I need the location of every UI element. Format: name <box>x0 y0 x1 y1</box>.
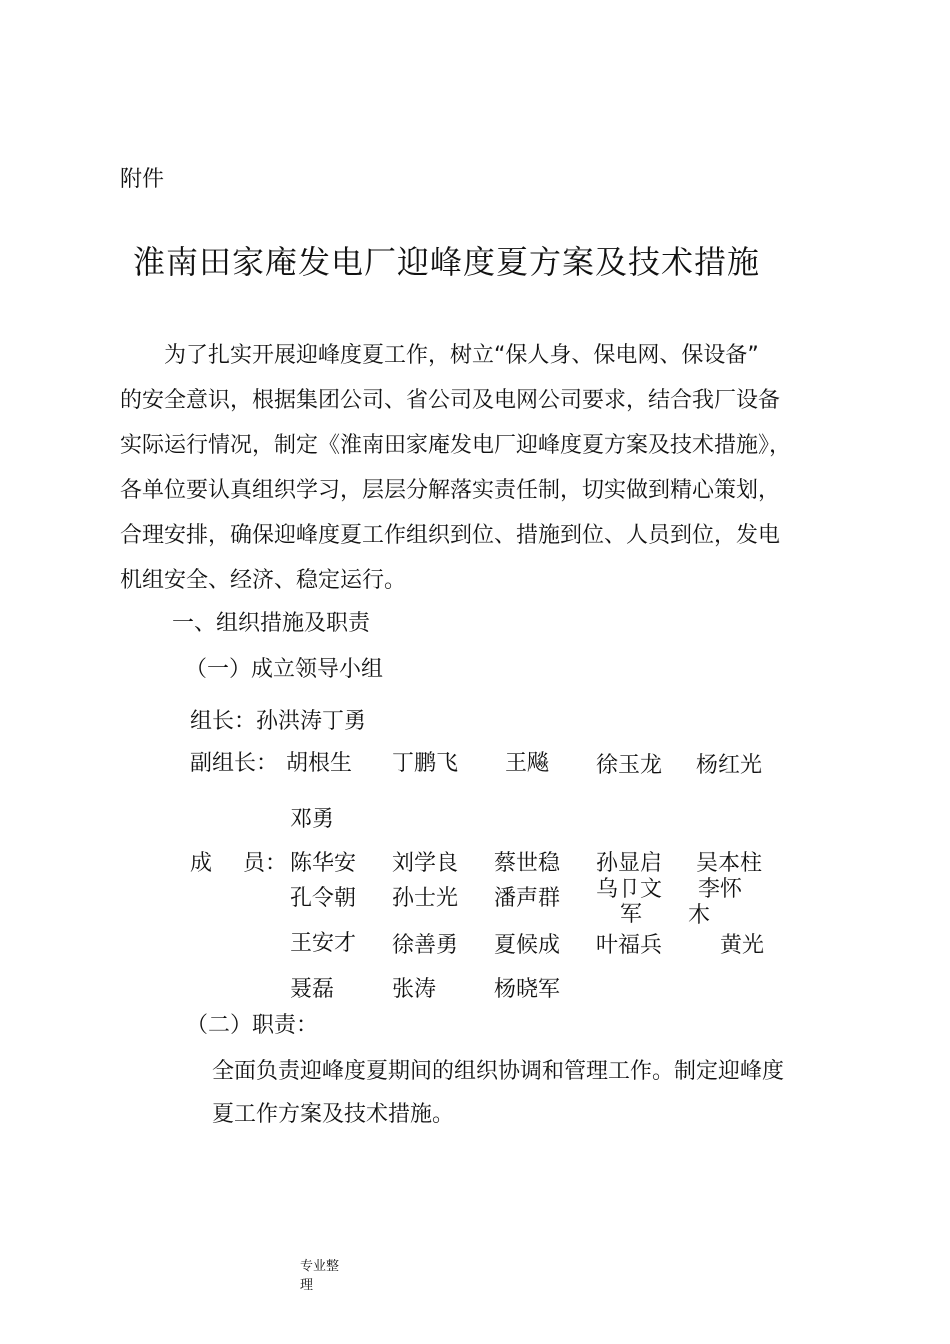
deputy-name: 杨红光 <box>696 753 763 778</box>
deputy-label: 副组长： <box>190 751 279 776</box>
duties-line: 全面负责迎峰度夏期间的组织协调和管理工作。制定迎峰度 <box>212 1059 785 1084</box>
member-name: 叶福兵 <box>596 933 663 958</box>
intro-line: 各单位要认真组织学习，层层分解落实责任制，切实做到精心策划， <box>120 478 781 503</box>
member-name: 张涛 <box>392 977 437 1002</box>
deputy-name: 徐玉龙 <box>596 753 663 778</box>
section-heading: 一、组织措施及职责 <box>172 611 371 636</box>
member-name: 吴本柱 <box>696 851 763 876</box>
member-name: 孔令朝 <box>290 886 357 911</box>
intro-line: 机组安全、经济、稳定运行。 <box>120 568 407 593</box>
member-name: 潘声群 <box>494 886 561 911</box>
member-name: 杨晓军 <box>494 977 561 1002</box>
member-name: 王安才 <box>290 931 357 956</box>
footer-text: 专业整 <box>300 1259 340 1274</box>
intro-paragraph <box>120 333 835 603</box>
intro-line: 合理安排，确保迎峰度夏工作组织到位、措施到位、人员到位，发电 <box>120 523 781 548</box>
members-label: 成 <box>190 851 213 876</box>
member-name: 李怀 <box>698 877 743 902</box>
member-name: 夏候成 <box>494 933 561 958</box>
member-name-overflow: 木 <box>688 903 711 928</box>
footer-text: 理 <box>300 1278 314 1293</box>
member-name: 徐善勇 <box>392 933 459 958</box>
attachment-label: 附件 <box>120 167 165 192</box>
member-name: 聂磊 <box>290 977 335 1002</box>
member-name: 刘学良 <box>392 851 459 876</box>
deputy-name: 邓勇 <box>290 807 335 832</box>
member-name: 孙士光 <box>392 886 459 911</box>
member-name: 陈华安 <box>290 851 357 876</box>
intro-line: 实际运行情况，制定《淮南田家庵发电厂迎峰度夏方案及技术措施》， <box>120 433 792 458</box>
member-name-overflow: 军 <box>620 902 643 927</box>
group-leader-line: 组长：孙洪涛丁勇 <box>190 709 367 734</box>
members-label: 员： <box>243 851 288 876</box>
subsection-heading: （一）成立领导小组 <box>185 657 384 682</box>
member-name: 黄光 <box>720 933 765 958</box>
member-name: 孙显启 <box>596 851 663 876</box>
deputy-name: 胡根生 <box>286 751 353 776</box>
member-name: 乌卩文 <box>596 877 663 902</box>
subsection-heading: （二）职责： <box>186 1013 319 1038</box>
deputy-name: 丁鹏飞 <box>392 751 459 776</box>
intro-line: 为了扎实开展迎峰度夏工作，树立“保人身、保电网、保设备” <box>164 343 759 368</box>
duties-line: 夏工作方案及技术措施。 <box>212 1102 455 1127</box>
member-name: 蔡世稳 <box>494 851 561 876</box>
deputy-name: 王飚 <box>505 751 550 776</box>
intro-line: 的安全意识，根据集团公司、省公司及电网公司要求，结合我厂设备 <box>120 388 781 413</box>
document-title: 淮南田家庵发电厂迎峰度夏方案及技术措施 <box>133 243 761 281</box>
